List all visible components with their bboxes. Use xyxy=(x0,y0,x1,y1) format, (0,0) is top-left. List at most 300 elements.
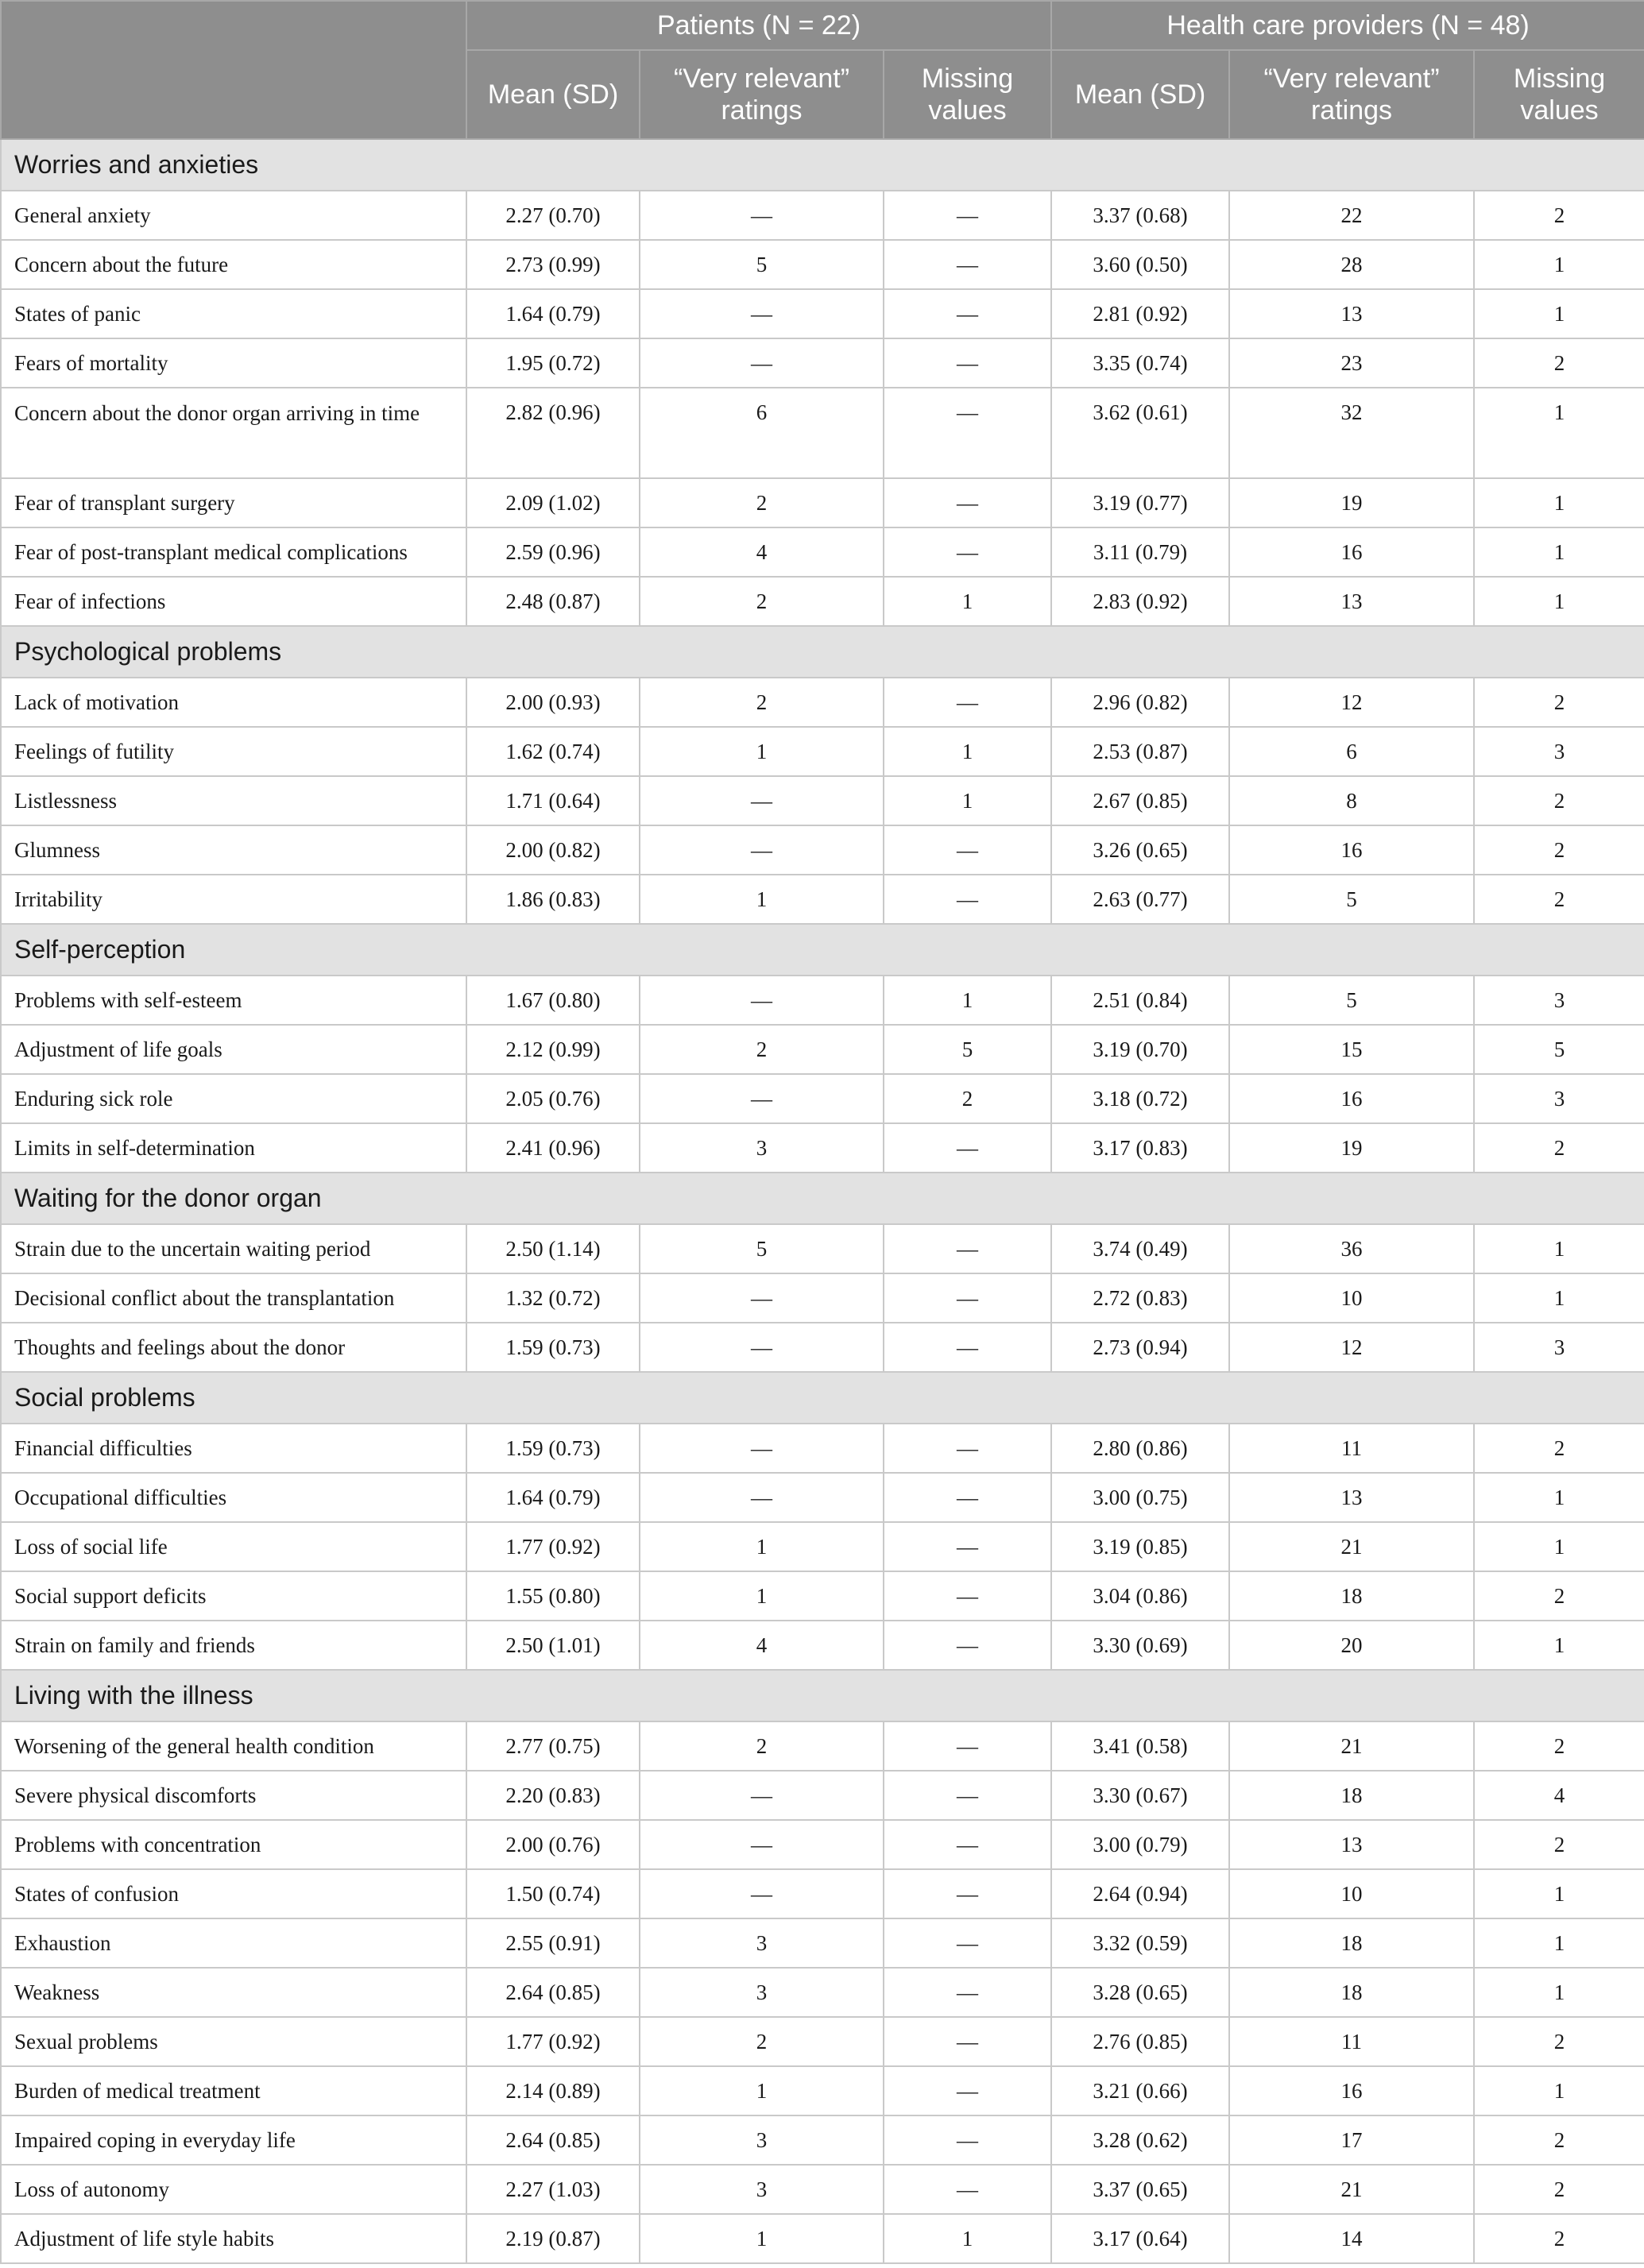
table-cell: 1.77 (0.92) xyxy=(466,2017,640,2066)
table-row xyxy=(1,1869,1644,1918)
table-cell: 3 xyxy=(1474,1323,1644,1372)
table-cell: 1.55 (0.80) xyxy=(466,1571,640,1621)
table-cell: 3.21 (0.66) xyxy=(1051,2066,1229,2115)
table-cell: 2.50 (1.14) xyxy=(466,1224,640,1273)
table-cell: 1.59 (0.73) xyxy=(466,1424,640,1473)
table-cell: — xyxy=(884,191,1051,240)
table-cell: 13 xyxy=(1229,1820,1474,1869)
column-header: “Very relevant” ratings xyxy=(1229,50,1474,139)
section-title: Psychological problems xyxy=(1,626,1644,678)
table-cell: 2 xyxy=(1474,825,1644,875)
table-cell: 19 xyxy=(1229,478,1474,527)
table-cell: 2.63 (0.77) xyxy=(1051,875,1229,924)
table-row xyxy=(1,1273,1644,1323)
section-header-row xyxy=(1,626,1644,678)
table-row xyxy=(1,1323,1644,1372)
table-cell: — xyxy=(884,289,1051,338)
table-cell: 28 xyxy=(1229,240,1474,289)
table-cell: — xyxy=(640,191,884,240)
table-cell: 18 xyxy=(1229,1918,1474,1968)
table-row xyxy=(1,1918,1644,1968)
table-cell: 12 xyxy=(1229,678,1474,727)
table-row xyxy=(1,1621,1644,1670)
table-cell: — xyxy=(884,1273,1051,1323)
row-label: States of confusion xyxy=(1,1869,466,1918)
table-cell: — xyxy=(884,2165,1051,2214)
table-cell: 5 xyxy=(884,1025,1051,1074)
table-cell: 3.28 (0.65) xyxy=(1051,1968,1229,2017)
table-cell: 5 xyxy=(1474,1025,1644,1074)
table-cell: — xyxy=(884,1721,1051,1771)
table-cell: 11 xyxy=(1229,1424,1474,1473)
row-label: Concern about the future xyxy=(1,240,466,289)
table-cell: — xyxy=(640,1074,884,1123)
table-cell: 3.18 (0.72) xyxy=(1051,1074,1229,1123)
table-cell: — xyxy=(884,1918,1051,1968)
row-label: Exhaustion xyxy=(1,1918,466,1968)
table-cell: — xyxy=(640,289,884,338)
table-cell: 2.27 (0.70) xyxy=(466,191,640,240)
table-cell: 2.80 (0.86) xyxy=(1051,1424,1229,1473)
row-label: Decisional conflict about the transplantation xyxy=(1,1273,466,1323)
table-cell: — xyxy=(640,825,884,875)
table-cell: 13 xyxy=(1229,1473,1474,1522)
row-label: Problems with concentration xyxy=(1,1820,466,1869)
row-label: Fear of infections xyxy=(1,577,466,626)
table-cell: — xyxy=(640,1869,884,1918)
table-cell: — xyxy=(640,976,884,1025)
table-cell: 4 xyxy=(640,1621,884,1670)
table-cell: — xyxy=(884,1771,1051,1820)
table-cell: 1.32 (0.72) xyxy=(466,1273,640,1323)
table-cell: 3.17 (0.64) xyxy=(1051,2214,1229,2263)
table-cell: — xyxy=(884,1424,1051,1473)
table-header xyxy=(1,1,1644,139)
row-label: Financial difficulties xyxy=(1,1424,466,1473)
table-cell: 16 xyxy=(1229,825,1474,875)
table-cell: 2.20 (0.83) xyxy=(466,1771,640,1820)
table-cell: — xyxy=(884,1869,1051,1918)
table-cell: 4 xyxy=(1474,1771,1644,1820)
table-cell: 2.72 (0.83) xyxy=(1051,1273,1229,1323)
table-cell: 2 xyxy=(1474,2017,1644,2066)
table-cell: 3 xyxy=(640,2165,884,2214)
patients-group-header: Patients (N = 22) xyxy=(466,1,1051,50)
table-cell: 1 xyxy=(1474,1224,1644,1273)
table-cell: 14 xyxy=(1229,2214,1474,2263)
section-header-row xyxy=(1,139,1644,191)
column-header: Missing values xyxy=(884,50,1051,139)
table-cell: 2.41 (0.96) xyxy=(466,1123,640,1173)
table-cell: 18 xyxy=(1229,1968,1474,2017)
table-row xyxy=(1,776,1644,825)
table-cell: — xyxy=(884,478,1051,527)
row-label: Worsening of the general health condition xyxy=(1,1721,466,1771)
table-cell: 1.77 (0.92) xyxy=(466,1522,640,1571)
table-cell: 2 xyxy=(640,577,884,626)
table-cell: 2.19 (0.87) xyxy=(466,2214,640,2263)
table-cell: 3 xyxy=(1474,976,1644,1025)
table-row xyxy=(1,577,1644,626)
table-cell: — xyxy=(640,1820,884,1869)
table-cell: 19 xyxy=(1229,1123,1474,1173)
row-label: Severe physical discomforts xyxy=(1,1771,466,1820)
table-cell: 3 xyxy=(640,1968,884,2017)
table-cell: 1 xyxy=(1474,1968,1644,2017)
table-cell: 21 xyxy=(1229,1522,1474,1571)
row-label: Impaired coping in everyday life xyxy=(1,2115,466,2165)
section-title: Social problems xyxy=(1,1372,1644,1424)
table-cell: — xyxy=(884,1323,1051,1372)
table-cell: 1 xyxy=(1474,1522,1644,1571)
table-cell: 5 xyxy=(1229,976,1474,1025)
table-cell: 1.86 (0.83) xyxy=(466,875,640,924)
table-row xyxy=(1,1224,1644,1273)
table-row xyxy=(1,1771,1644,1820)
table-row xyxy=(1,727,1644,776)
header-group-row xyxy=(1,1,1644,50)
row-label: Fear of post-transplant medical complications xyxy=(1,527,466,577)
table-cell: 3.19 (0.85) xyxy=(1051,1522,1229,1571)
table-cell: 3.60 (0.50) xyxy=(1051,240,1229,289)
table-cell: 2 xyxy=(1474,1571,1644,1621)
table-cell: 1 xyxy=(640,1571,884,1621)
table-row xyxy=(1,1473,1644,1522)
table-cell: 1 xyxy=(884,727,1051,776)
table-cell: 2.05 (0.76) xyxy=(466,1074,640,1123)
table-cell: 2 xyxy=(640,2017,884,2066)
row-label: Problems with self-esteem xyxy=(1,976,466,1025)
table-cell: 2 xyxy=(1474,2214,1644,2263)
table-cell: 2 xyxy=(640,478,884,527)
table-cell: 1.67 (0.80) xyxy=(466,976,640,1025)
table-cell: 1 xyxy=(1474,388,1644,478)
table-cell: 2 xyxy=(1474,875,1644,924)
table-row xyxy=(1,875,1644,924)
table-cell: 23 xyxy=(1229,338,1474,388)
table-cell: 1 xyxy=(640,2066,884,2115)
table-cell: 10 xyxy=(1229,1869,1474,1918)
table-cell: 2 xyxy=(1474,678,1644,727)
table-cell: — xyxy=(884,1123,1051,1173)
row-label: Burden of medical treatment xyxy=(1,2066,466,2115)
table-cell: 2.64 (0.85) xyxy=(466,2115,640,2165)
providers-group-header: Health care providers (N = 48) xyxy=(1051,1,1644,50)
table-row xyxy=(1,1522,1644,1571)
table-cell: 3.00 (0.75) xyxy=(1051,1473,1229,1522)
table-cell: 15 xyxy=(1229,1025,1474,1074)
section-title: Living with the illness xyxy=(1,1670,1644,1721)
row-label: Strain on family and friends xyxy=(1,1621,466,1670)
table-cell: — xyxy=(640,1424,884,1473)
table-cell: 2.53 (0.87) xyxy=(1051,727,1229,776)
table-cell: 3.00 (0.79) xyxy=(1051,1820,1229,1869)
table-cell: 3.19 (0.70) xyxy=(1051,1025,1229,1074)
table-cell: — xyxy=(884,678,1051,727)
table-cell: 1 xyxy=(1474,1869,1644,1918)
row-label: Adjustment of life style habits xyxy=(1,2214,466,2263)
table-cell: 10 xyxy=(1229,1273,1474,1323)
row-label: Sexual problems xyxy=(1,2017,466,2066)
table-cell: 2.67 (0.85) xyxy=(1051,776,1229,825)
table-row xyxy=(1,1424,1644,1473)
table-cell: 20 xyxy=(1229,1621,1474,1670)
table-cell: — xyxy=(884,1820,1051,1869)
table-row xyxy=(1,1571,1644,1621)
table-cell: — xyxy=(884,1522,1051,1571)
table-cell: 2.64 (0.85) xyxy=(466,1968,640,2017)
table-cell: 3.62 (0.61) xyxy=(1051,388,1229,478)
row-label: Strain due to the uncertain waiting period xyxy=(1,1224,466,1273)
table-cell: 3.35 (0.74) xyxy=(1051,338,1229,388)
section-title: Self-perception xyxy=(1,924,1644,976)
row-label: Concern about the donor organ arriving in time xyxy=(1,388,466,478)
table-cell: 3.37 (0.68) xyxy=(1051,191,1229,240)
table-cell: — xyxy=(884,388,1051,478)
section-header-row xyxy=(1,1173,1644,1224)
table-cell: 1.64 (0.79) xyxy=(466,289,640,338)
table-cell: 21 xyxy=(1229,1721,1474,1771)
table-row xyxy=(1,1025,1644,1074)
table-cell: 1 xyxy=(1474,240,1644,289)
table-cell: 2 xyxy=(884,1074,1051,1123)
table-row xyxy=(1,1968,1644,2017)
table-row xyxy=(1,1074,1644,1123)
section-title: Waiting for the donor organ xyxy=(1,1173,1644,1224)
table-cell: 21 xyxy=(1229,2165,1474,2214)
table-cell: — xyxy=(884,1224,1051,1273)
table-row xyxy=(1,240,1644,289)
table-cell: 1 xyxy=(1474,2066,1644,2115)
table-cell: 2.09 (1.02) xyxy=(466,478,640,527)
table-body xyxy=(1,139,1644,2263)
table-cell: 1.62 (0.74) xyxy=(466,727,640,776)
table-cell: 16 xyxy=(1229,2066,1474,2115)
table-cell: 2 xyxy=(640,1025,884,1074)
table-cell: — xyxy=(884,1621,1051,1670)
table-cell: 3.37 (0.65) xyxy=(1051,2165,1229,2214)
table-cell: — xyxy=(640,1273,884,1323)
table-cell: 1 xyxy=(1474,527,1644,577)
table-cell: 2.12 (0.99) xyxy=(466,1025,640,1074)
table-cell: 12 xyxy=(1229,1323,1474,1372)
table-cell: — xyxy=(884,2115,1051,2165)
table-row xyxy=(1,478,1644,527)
column-header: Mean (SD) xyxy=(1051,50,1229,139)
table-cell: 2.82 (0.96) xyxy=(466,388,640,478)
table-cell: 2.81 (0.92) xyxy=(1051,289,1229,338)
row-label: General anxiety xyxy=(1,191,466,240)
section-header-row xyxy=(1,1670,1644,1721)
table-cell: 2 xyxy=(1474,2115,1644,2165)
table-cell: 2 xyxy=(1474,1424,1644,1473)
table-row xyxy=(1,2017,1644,2066)
table-cell: 3.04 (0.86) xyxy=(1051,1571,1229,1621)
column-header: “Very relevant” ratings xyxy=(640,50,884,139)
table-cell: 1 xyxy=(1474,1918,1644,1968)
table-cell: 2.55 (0.91) xyxy=(466,1918,640,1968)
row-label: Listlessness xyxy=(1,776,466,825)
row-label: Thoughts and feelings about the donor xyxy=(1,1323,466,1372)
table-cell: 1 xyxy=(1474,1273,1644,1323)
table-row xyxy=(1,388,1644,478)
table-cell: 1.95 (0.72) xyxy=(466,338,640,388)
table-cell: 3 xyxy=(1474,1074,1644,1123)
table-cell: 2 xyxy=(1474,2165,1644,2214)
table-cell: 3.19 (0.77) xyxy=(1051,478,1229,527)
row-label: Weakness xyxy=(1,1968,466,2017)
table-cell: 18 xyxy=(1229,1571,1474,1621)
table-cell: 18 xyxy=(1229,1771,1474,1820)
table-cell: 2.27 (1.03) xyxy=(466,2165,640,2214)
table-cell: 3.41 (0.58) xyxy=(1051,1721,1229,1771)
row-label: Irritability xyxy=(1,875,466,924)
table-cell: 1 xyxy=(640,1522,884,1571)
table-cell: 2.83 (0.92) xyxy=(1051,577,1229,626)
table-row xyxy=(1,1820,1644,1869)
table-cell: 2 xyxy=(1474,1721,1644,1771)
table-row xyxy=(1,2214,1644,2263)
table-cell: 2 xyxy=(1474,1123,1644,1173)
table-cell: — xyxy=(884,527,1051,577)
row-label: Feelings of futility xyxy=(1,727,466,776)
row-label: Loss of autonomy xyxy=(1,2165,466,2214)
table-cell: — xyxy=(640,1771,884,1820)
table-cell: 2.51 (0.84) xyxy=(1051,976,1229,1025)
table-cell: 1 xyxy=(1474,289,1644,338)
table-cell: 16 xyxy=(1229,527,1474,577)
table-cell: 1 xyxy=(640,2214,884,2263)
table-cell: 1 xyxy=(884,976,1051,1025)
table-cell: 2 xyxy=(640,1721,884,1771)
table-cell: — xyxy=(884,1473,1051,1522)
table-cell: 2.77 (0.75) xyxy=(466,1721,640,1771)
table-cell: — xyxy=(640,1323,884,1372)
row-label: Enduring sick role xyxy=(1,1074,466,1123)
table-row xyxy=(1,289,1644,338)
table-cell: — xyxy=(884,1571,1051,1621)
table-cell: 3 xyxy=(640,1123,884,1173)
header-blank-cell xyxy=(1,1,466,139)
table-cell: 2.76 (0.85) xyxy=(1051,2017,1229,2066)
table-cell: — xyxy=(884,825,1051,875)
table-row xyxy=(1,527,1644,577)
row-label: Adjustment of life goals xyxy=(1,1025,466,1074)
table-row xyxy=(1,2165,1644,2214)
column-header: Missing values xyxy=(1474,50,1644,139)
table-cell: — xyxy=(884,2017,1051,2066)
table-cell: 3.26 (0.65) xyxy=(1051,825,1229,875)
table-cell: — xyxy=(640,338,884,388)
table-cell: 32 xyxy=(1229,388,1474,478)
table-row xyxy=(1,2066,1644,2115)
table-cell: 3.17 (0.83) xyxy=(1051,1123,1229,1173)
row-label: Limits in self-determination xyxy=(1,1123,466,1173)
table-cell: 4 xyxy=(640,527,884,577)
section-header-row xyxy=(1,924,1644,976)
section-title: Worries and anxieties xyxy=(1,139,1644,191)
table-cell: 1.71 (0.64) xyxy=(466,776,640,825)
row-label: Fear of transplant surgery xyxy=(1,478,466,527)
table-row xyxy=(1,191,1644,240)
table-cell: 2.00 (0.82) xyxy=(466,825,640,875)
table-cell: 2.48 (0.87) xyxy=(466,577,640,626)
row-label: Social support deficits xyxy=(1,1571,466,1621)
column-header: Mean (SD) xyxy=(466,50,640,139)
table-row xyxy=(1,825,1644,875)
table-cell: 17 xyxy=(1229,2115,1474,2165)
table-cell: 11 xyxy=(1229,2017,1474,2066)
table-cell: 1.50 (0.74) xyxy=(466,1869,640,1918)
table-cell: 1 xyxy=(1474,1621,1644,1670)
table-cell: 3 xyxy=(640,1918,884,1968)
table-cell: 2.00 (0.93) xyxy=(466,678,640,727)
table-cell: — xyxy=(884,1968,1051,2017)
table-cell: 1 xyxy=(884,2214,1051,2263)
table-cell: 3 xyxy=(1474,727,1644,776)
table-cell: 2.50 (1.01) xyxy=(466,1621,640,1670)
table-cell: 2.96 (0.82) xyxy=(1051,678,1229,727)
table-row xyxy=(1,1721,1644,1771)
table-row xyxy=(1,976,1644,1025)
table-row xyxy=(1,678,1644,727)
table-cell: 5 xyxy=(640,240,884,289)
table-cell: 2 xyxy=(1474,1820,1644,1869)
row-label: Glumness xyxy=(1,825,466,875)
table-cell: — xyxy=(640,1473,884,1522)
table-cell: 5 xyxy=(640,1224,884,1273)
table-cell: 22 xyxy=(1229,191,1474,240)
table-cell: 2 xyxy=(640,678,884,727)
table-cell: 3.30 (0.67) xyxy=(1051,1771,1229,1820)
table-cell: 2 xyxy=(1474,191,1644,240)
section-header-row xyxy=(1,1372,1644,1424)
table-cell: 1 xyxy=(640,727,884,776)
table-cell: — xyxy=(884,338,1051,388)
row-label: Loss of social life xyxy=(1,1522,466,1571)
table-row xyxy=(1,1123,1644,1173)
table-cell: 3.11 (0.79) xyxy=(1051,527,1229,577)
table-cell: 3.28 (0.62) xyxy=(1051,2115,1229,2165)
row-label: Occupational difficulties xyxy=(1,1473,466,1522)
table-cell: 16 xyxy=(1229,1074,1474,1123)
row-label: Lack of motivation xyxy=(1,678,466,727)
table-cell: 2 xyxy=(1474,776,1644,825)
table-cell: 2 xyxy=(1474,338,1644,388)
table-cell: 1.64 (0.79) xyxy=(466,1473,640,1522)
table-cell: 1 xyxy=(884,577,1051,626)
table-cell: 13 xyxy=(1229,577,1474,626)
table-cell: 1 xyxy=(1474,1473,1644,1522)
table-cell: 2.64 (0.94) xyxy=(1051,1869,1229,1918)
table-cell: 1 xyxy=(1474,577,1644,626)
table-row xyxy=(1,338,1644,388)
table-cell: — xyxy=(884,240,1051,289)
table-cell: 3 xyxy=(640,2115,884,2165)
table-cell: 6 xyxy=(1229,727,1474,776)
table-cell: 1 xyxy=(640,875,884,924)
table-row xyxy=(1,2115,1644,2165)
table-cell: 13 xyxy=(1229,289,1474,338)
table-cell: 2.00 (0.76) xyxy=(466,1820,640,1869)
table-cell: 3.32 (0.59) xyxy=(1051,1918,1229,1968)
table-cell: 2.73 (0.94) xyxy=(1051,1323,1229,1372)
table-cell: 1 xyxy=(1474,478,1644,527)
row-label: States of panic xyxy=(1,289,466,338)
row-label: Fears of mortality xyxy=(1,338,466,388)
table-cell: 3.30 (0.69) xyxy=(1051,1621,1229,1670)
table-cell: — xyxy=(884,875,1051,924)
